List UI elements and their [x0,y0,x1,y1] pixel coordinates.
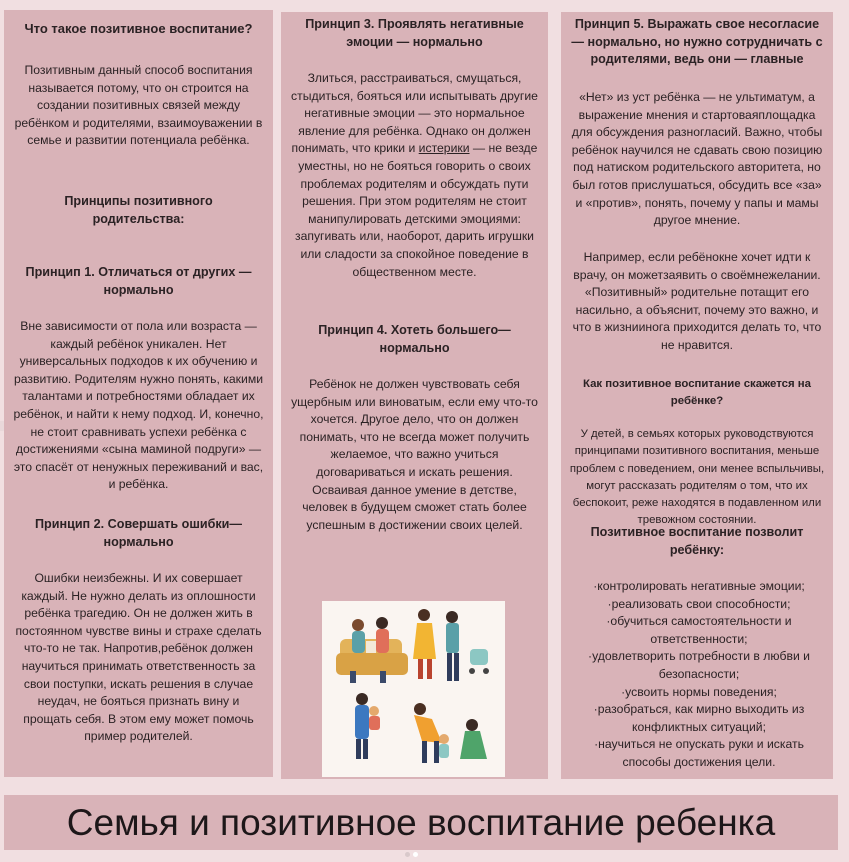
what-is-title: Что такое позитивное воспитание? [24,21,253,36]
what-is-text: Позитивным данный способ воспитания называется потому, что он строится на создании позитивных связей между ребёнком и родителями, взаимоуважении в семье и развитии потенциала ребёнка. [14,63,263,148]
list-item: ·усвоить нормы поведения; [621,684,777,699]
column-1 [4,10,273,777]
principle-4-text: Ребёнок не должен чувствовать себя ущербным или виноватым, если ему что-то хочется. Другое дело, что он должен понимать, что не всегда может получить желаемое, что важно учиться договариваться и искать решения. Осваивая данное умение в детстве, человек в будущем сможет стать более успешным в достижении своих целей. [291,377,538,532]
family-illustration-image [322,601,505,777]
effect-text: У детей, в семьях которых руководствуются принципами позитивного воспитания, меньше проблем с поведением, они менее вспыльчивы, могут рассказать родителям о том, что их беспокоит, реже находятся в подавленном или тревожном состоянии. [569,428,825,527]
carousel-indicator [405,844,421,862]
page-title: Семья и позитивное воспитание ребенка [4,795,838,850]
list-item: ·обучиться самостоятельности и ответственности; [606,614,792,646]
principle-2-text: Ошибки неизбежны. И их совершает каждый. Не нужно делать из оплошности ребёнка трагедию. Он не должен жить в постоянном чувстве вины и страхе сделать что-то не так. Напротив,ребёнок должен научиться принимать ответственность за свои поступки, искать решения в случае неудач, не бояться признать вину и прощать себя. В этом ему может помочь пример родителей. [15,571,262,744]
principle-3-title: Принцип 3. Проявлять негативные эмоции — нормально [305,17,524,49]
principle-5-example: Например, если ребёнокне хочет идти к врачу, он можетзаявить о своёмнежелании. «Позитивный» родительне потащит его насильно, а объяснит, почему это важно, и что в жизниинога приходится делать то, что не нравится. [572,250,822,352]
list-item: ·научиться не опускать руки и искать способы достижения цели. [594,737,804,769]
family-illustration [322,601,505,777]
list-item: ·разобраться, как мирно выходить из конфликтных ситуаций; [593,702,805,734]
effect-title: Как позитивное воспитание скажется на ребёнке? [582,378,811,408]
principle-3-text-a: Злиться, расстраиваться, смущаться, стыдиться, бояться или испытывать другие негативные эмоции — это нормальное явление для ребёнка. Однако он должен понимать, что крики и [291,71,538,156]
list-item: ·реализовать свои способности; [607,596,791,611]
list-item: ·удовлетворить потребности в любви и безопасности; [588,649,810,681]
list-item: ·контролировать негативные эмоции; [593,579,805,593]
allows-list [579,578,819,772]
column-3 [561,12,833,779]
principle-1-title: Принцип 1. Отличаться от других — нормально [25,265,252,297]
hysterics-link[interactable]: истерики [418,141,470,156]
allows-title: Позитивное воспитание позволит ребёнку: [590,525,804,557]
principles-title: Принципы позитивного родительства: [64,194,213,226]
principle-5-text: «Нет» из уст ребёнка — не ультиматум, а выражение мнения и стартоваяплощадка для обсуждения разногласий. Важно, чтобы ребёнок научился не сдавать свою позицию под натиском родительского авторитета, но был готов прислушаться, обсудить все «за» и «против», понять, почему у папы и мамы другое мнение. [571,90,823,228]
principle-1-text: Вне зависимости от пола или возраста — каждый ребёнок уникален. Нет универсальных подходов к их обучению и развитию. Родителям нужно понять, какими талантами и потребностями обладает их ребёнок, и найти к нему подход. И, конечно, не стоит сравнивать успехи ребёнка с достижениями «сына маминой подруги» — это спасёт от ненужных переживаний и вас, и ребёнка. [13,319,264,492]
principle-5-title: Принцип 5. Выражать свое несогласие — нормально, но нужно сотрудничать с родителями, ведь они — главные [571,17,823,67]
principle-3-text-b: — не везде уместны, но не бояться говорить о своих проблемах родителям и обсуждать пути решения. При этом родителям не стоит манипулировать детскими эмоциями: запугивать или, наоборот, дарить игрушки или сладости за спокойное поведение в общественном месте. [294,141,538,279]
principle-3-text [289,70,540,281]
principle-4-title: Принцип 4. Хотеть большего— нормально [318,323,511,355]
principle-2-title: Принцип 2. Совершать ошибки— нормально [34,517,242,549]
